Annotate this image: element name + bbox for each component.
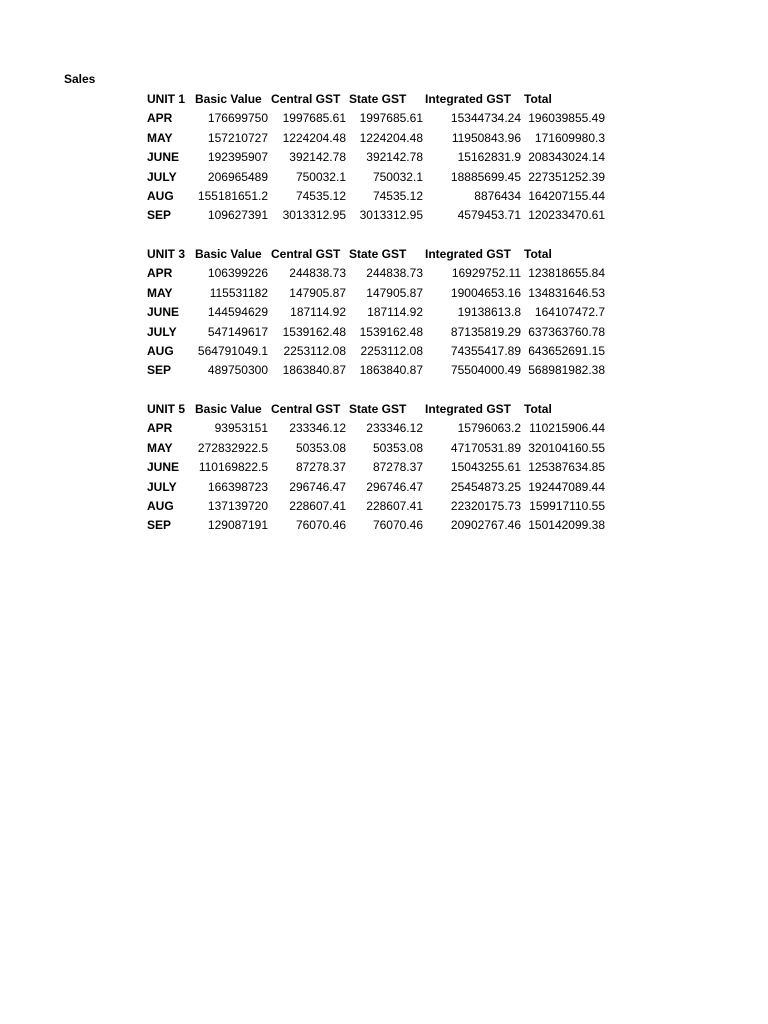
- state-gst-cell: 233346.12: [366, 421, 423, 436]
- state-gst-cell: 244838.73: [366, 266, 423, 281]
- column-header-state-gst: State GST: [349, 247, 407, 261]
- central-gst-cell: 87278.37: [295, 460, 346, 475]
- basic-value-cell: 115531182: [209, 285, 268, 300]
- total-cell: 320104160.55: [528, 440, 605, 455]
- table-row: [0, 148, 768, 167]
- table-header-row: [0, 400, 768, 419]
- total-cell: 196039855.49: [528, 111, 605, 126]
- month-cell: AUG: [147, 188, 174, 203]
- total-cell: 159917110.55: [529, 498, 605, 513]
- integrated-gst-cell: 15796063.2: [457, 421, 521, 436]
- month-cell: JULY: [147, 479, 177, 494]
- integrated-gst-cell: 11950843.96: [451, 130, 521, 145]
- basic-value-cell: 109627391: [207, 208, 268, 223]
- central-gst-cell: 187114.92: [290, 305, 346, 320]
- month-cell: MAY: [147, 130, 173, 145]
- table-row: [0, 284, 768, 303]
- month-cell: SEP: [147, 363, 172, 378]
- table-row: [0, 497, 768, 516]
- unit-label: UNIT 1: [147, 92, 186, 106]
- state-gst-cell: 147905.87: [366, 285, 423, 300]
- state-gst-cell: 187114.92: [367, 305, 423, 320]
- state-gst-cell: 392142.78: [366, 150, 423, 165]
- integrated-gst-cell: 25454873.25: [450, 479, 521, 494]
- central-gst-cell: 50353.08: [295, 440, 346, 455]
- state-gst-cell: 87278.37: [372, 460, 423, 475]
- state-gst-cell: 1539162.48: [359, 324, 423, 339]
- central-gst-cell: 392142.78: [289, 150, 346, 165]
- central-gst-cell: 750032.1: [295, 169, 346, 184]
- table-row: [0, 206, 768, 225]
- unit-5-table: [0, 400, 768, 536]
- central-gst-cell: 296746.47: [289, 479, 346, 494]
- table-row: [0, 361, 768, 380]
- month-cell: JUNE: [147, 460, 180, 475]
- integrated-gst-cell: 15344734.24: [450, 111, 521, 126]
- column-header-integrated-gst: Integrated GST: [425, 92, 512, 106]
- basic-value-cell: 547149617: [207, 324, 268, 339]
- central-gst-cell: 147905.87: [289, 285, 346, 300]
- total-cell: 208343024.14: [528, 150, 605, 165]
- month-cell: MAY: [147, 285, 173, 300]
- basic-value-cell: 106399226: [207, 266, 268, 281]
- integrated-gst-cell: 8876434: [474, 188, 521, 203]
- basic-value-cell: 176699750: [207, 111, 268, 126]
- month-cell: MAY: [147, 440, 173, 455]
- basic-value-cell: 129087191: [207, 518, 268, 533]
- state-gst-cell: 296746.47: [366, 479, 423, 494]
- unit-label: UNIT 3: [147, 247, 186, 261]
- month-cell: JUNE: [147, 305, 180, 320]
- basic-value-cell: 155181651.2: [197, 188, 268, 203]
- central-gst-cell: 3013312.95: [282, 208, 346, 223]
- central-gst-cell: 1997685.61: [282, 111, 346, 126]
- integrated-gst-cell: 20902767.46: [450, 518, 521, 533]
- integrated-gst-cell: 15162831.9: [457, 150, 521, 165]
- total-cell: 150142099.38: [528, 518, 605, 533]
- state-gst-cell: 1224204.48: [359, 130, 423, 145]
- state-gst-cell: 228607.41: [366, 498, 423, 513]
- central-gst-cell: 74535.12: [295, 188, 346, 203]
- unit-1-table: [0, 90, 768, 226]
- central-gst-cell: 1224204.48: [282, 130, 346, 145]
- basic-value-cell: 110169822.5: [198, 460, 268, 475]
- total-cell: 643652691.15: [528, 343, 605, 358]
- table-row: [0, 303, 768, 322]
- month-cell: JULY: [147, 169, 177, 184]
- month-cell: APR: [147, 421, 173, 436]
- column-header-state-gst: State GST: [349, 92, 407, 106]
- state-gst-cell: 3013312.95: [359, 208, 423, 223]
- table-row: [0, 323, 768, 342]
- column-header-total: Total: [524, 92, 552, 106]
- state-gst-cell: 750032.1: [372, 169, 423, 184]
- month-cell: SEP: [147, 518, 172, 533]
- integrated-gst-cell: 19138613.8: [457, 305, 521, 320]
- basic-value-cell: 206965489: [207, 169, 268, 184]
- integrated-gst-cell: 87135819.29: [450, 324, 521, 339]
- table-row: [0, 439, 768, 458]
- total-cell: 164107472.7: [534, 305, 605, 320]
- total-cell: 164207155.44: [528, 188, 605, 203]
- table-row: [0, 458, 768, 477]
- basic-value-cell: 137139720: [207, 498, 268, 513]
- column-header-state-gst: State GST: [349, 402, 407, 416]
- integrated-gst-cell: 19004653.16: [450, 285, 521, 300]
- column-header-central-gst: Central GST: [271, 402, 341, 416]
- integrated-gst-cell: 74355417.89: [450, 343, 521, 358]
- state-gst-cell: 76070.46: [372, 518, 423, 533]
- month-cell: SEP: [147, 208, 172, 223]
- month-cell: APR: [147, 266, 173, 281]
- table-row: [0, 516, 768, 535]
- state-gst-cell: 74535.12: [372, 188, 423, 203]
- column-header-total: Total: [524, 247, 552, 261]
- table-header-row: [0, 90, 768, 109]
- total-cell: 123818655.84: [528, 266, 605, 281]
- unit-3-table: [0, 245, 768, 381]
- table-row: [0, 129, 768, 148]
- basic-value-cell: 489750300: [207, 363, 268, 378]
- integrated-gst-cell: 47170531.89: [450, 440, 521, 455]
- column-header-integrated-gst: Integrated GST: [425, 402, 512, 416]
- total-cell: 171609980.3: [534, 130, 605, 145]
- table-row: [0, 419, 768, 438]
- column-header-integrated-gst: Integrated GST: [425, 247, 512, 261]
- total-cell: 110215906.44: [529, 421, 605, 436]
- total-cell: 120233470.61: [528, 208, 605, 223]
- central-gst-cell: 1539162.48: [282, 324, 346, 339]
- basic-value-cell: 166398723: [207, 479, 268, 494]
- central-gst-cell: 233346.12: [289, 421, 346, 436]
- month-cell: JULY: [147, 324, 177, 339]
- month-cell: AUG: [147, 498, 174, 513]
- table-header-row: [0, 245, 768, 264]
- integrated-gst-cell: 16929752.11: [451, 266, 521, 281]
- integrated-gst-cell: 22320175.73: [450, 498, 521, 513]
- month-cell: AUG: [147, 343, 174, 358]
- total-cell: 227351252.39: [528, 169, 605, 184]
- integrated-gst-cell: 75504000.49: [450, 363, 521, 378]
- basic-value-cell: 144594629: [207, 305, 268, 320]
- total-cell: 125387634.85: [528, 460, 605, 475]
- central-gst-cell: 76070.46: [295, 518, 346, 533]
- column-header-basic-value: Basic Value: [195, 92, 262, 106]
- sheet-title: Sales: [64, 72, 96, 86]
- basic-value-cell: 192395907: [207, 150, 268, 165]
- integrated-gst-cell: 15043255.61: [450, 460, 521, 475]
- column-header-total: Total: [524, 402, 552, 416]
- integrated-gst-cell: 18885699.45: [450, 169, 521, 184]
- unit-label: UNIT 5: [147, 402, 186, 416]
- total-cell: 637363760.78: [528, 324, 605, 339]
- state-gst-cell: 1997685.61: [359, 111, 423, 126]
- column-header-basic-value: Basic Value: [195, 247, 262, 261]
- basic-value-cell: 272832922.5: [197, 440, 268, 455]
- total-cell: 568981982.38: [528, 363, 605, 378]
- table-row: [0, 187, 768, 206]
- integrated-gst-cell: 4579453.71: [457, 208, 521, 223]
- basic-value-cell: 157210727: [207, 130, 268, 145]
- central-gst-cell: 244838.73: [289, 266, 346, 281]
- state-gst-cell: 2253112.08: [360, 343, 423, 358]
- table-row: [0, 264, 768, 283]
- month-cell: APR: [147, 111, 173, 126]
- basic-value-cell: 564791049.1: [197, 343, 268, 358]
- total-cell: 192447089.44: [528, 479, 605, 494]
- table-row: [0, 109, 768, 128]
- central-gst-cell: 228607.41: [289, 498, 346, 513]
- table-row: [0, 168, 768, 187]
- month-cell: JUNE: [147, 150, 180, 165]
- column-header-basic-value: Basic Value: [195, 402, 262, 416]
- column-header-central-gst: Central GST: [271, 92, 341, 106]
- state-gst-cell: 1863840.87: [359, 363, 423, 378]
- column-header-central-gst: Central GST: [271, 247, 341, 261]
- central-gst-cell: 1863840.87: [282, 363, 346, 378]
- table-row: [0, 342, 768, 361]
- central-gst-cell: 2253112.08: [283, 343, 346, 358]
- state-gst-cell: 50353.08: [372, 440, 423, 455]
- table-row: [0, 478, 768, 497]
- total-cell: 134831646.53: [528, 285, 605, 300]
- basic-value-cell: 93953151: [214, 421, 268, 436]
